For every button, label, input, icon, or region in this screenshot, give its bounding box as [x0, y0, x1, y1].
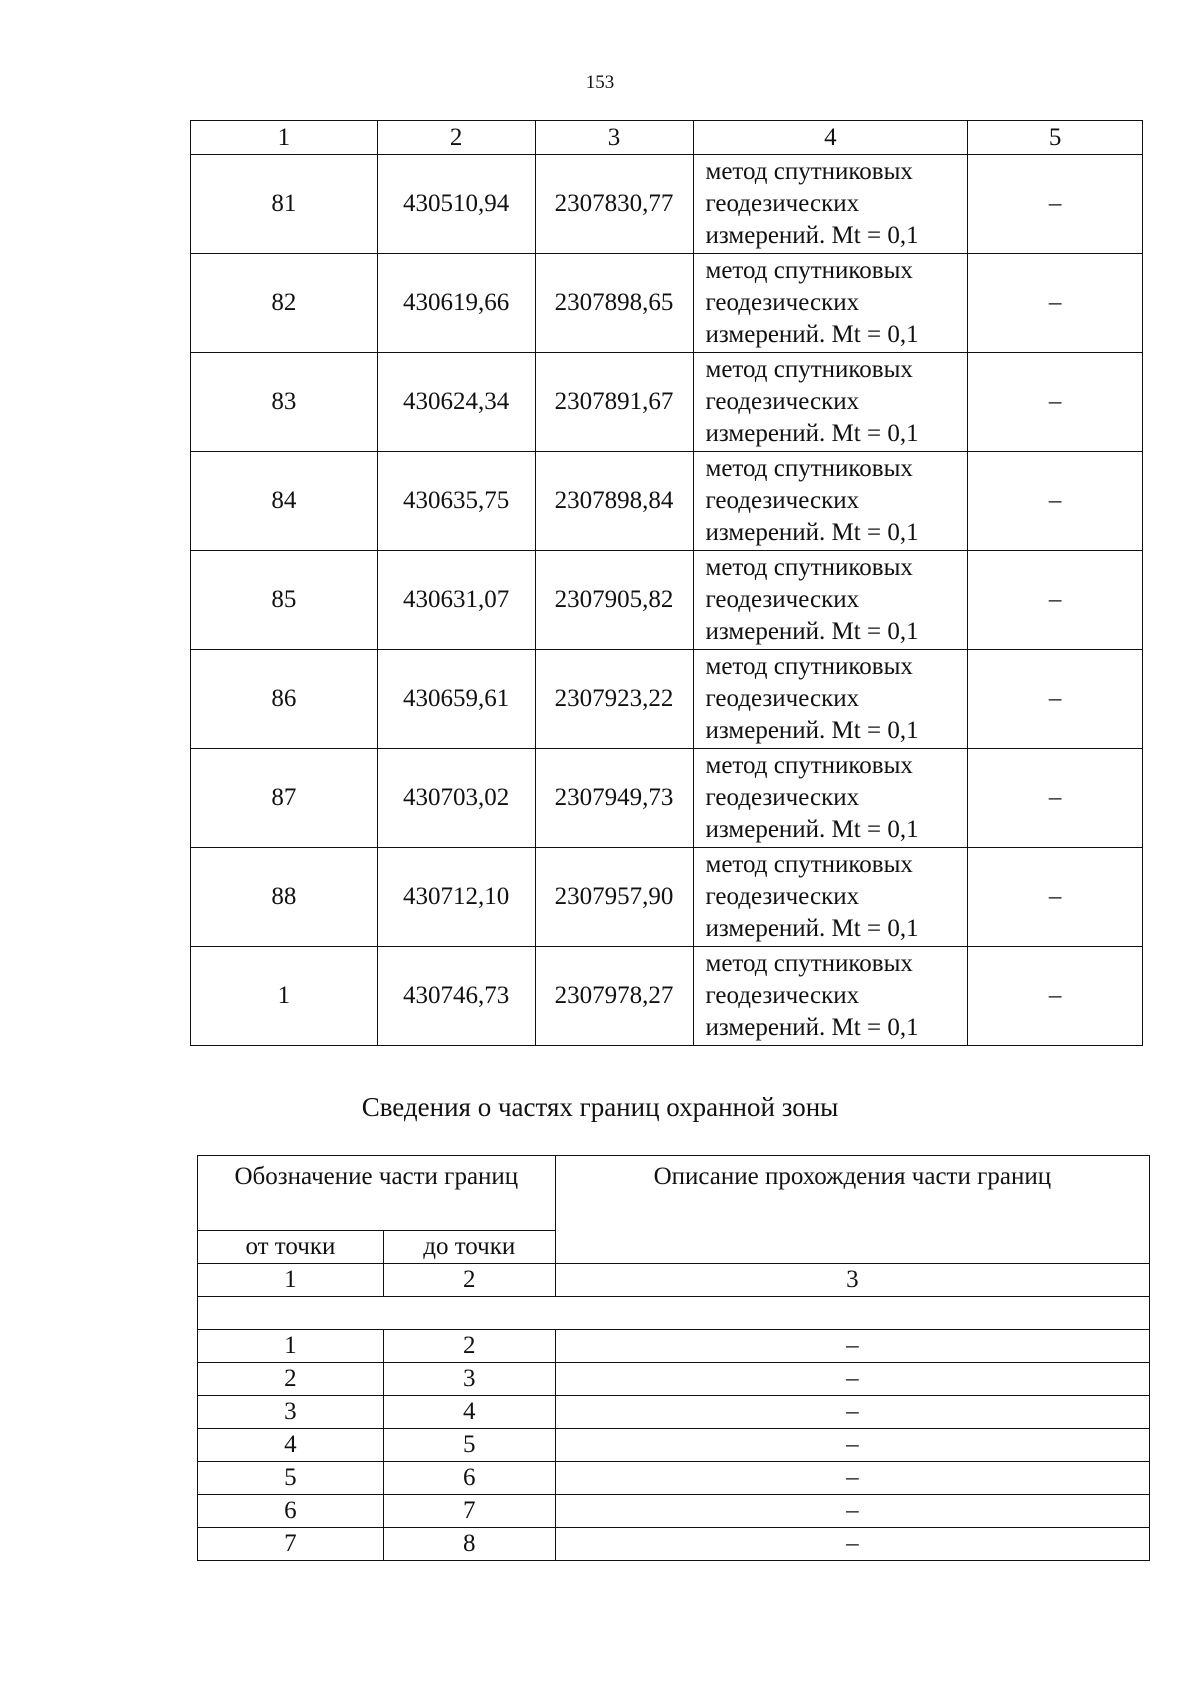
- note-cell: –: [968, 452, 1143, 551]
- determination-method: [693, 254, 968, 353]
- method-line: метод спутниковых: [705, 257, 913, 284]
- coordinate-x: 430746,73: [377, 947, 535, 1046]
- coordinate-y: 2307923,22: [535, 650, 693, 749]
- coordinate-y: 2307978,27: [535, 947, 693, 1046]
- method-line: метод спутниковых: [705, 455, 913, 482]
- method-line: метод спутниковых: [705, 752, 913, 779]
- point-number: 87: [191, 749, 378, 848]
- determination-method: [693, 947, 968, 1046]
- determination-method: [693, 650, 968, 749]
- to-point-header: до точки: [383, 1231, 555, 1264]
- method-line: геодезических: [705, 388, 860, 415]
- table-header-row: [191, 121, 1143, 155]
- note-cell: –: [968, 650, 1143, 749]
- table-row: [191, 749, 1143, 848]
- method-line: геодезических: [705, 487, 860, 514]
- table-row: [198, 1363, 1150, 1396]
- empty-row: [198, 1297, 1150, 1330]
- part-description: –: [555, 1528, 1149, 1561]
- from-point: 6: [198, 1495, 384, 1528]
- to-point: 2: [383, 1330, 555, 1363]
- method-line: метод спутниковых: [705, 356, 913, 383]
- table-row: [198, 1429, 1150, 1462]
- part-description: –: [555, 1330, 1149, 1363]
- note-cell: –: [968, 749, 1143, 848]
- point-number: 86: [191, 650, 378, 749]
- column-number: 2: [383, 1264, 555, 1297]
- coordinate-y: 2307898,65: [535, 254, 693, 353]
- note-cell: –: [968, 848, 1143, 947]
- note-cell: –: [968, 551, 1143, 650]
- from-point: 2: [198, 1363, 384, 1396]
- empty-cell: [198, 1297, 1150, 1330]
- coordinate-y: 2307905,82: [535, 551, 693, 650]
- coordinates-table: [190, 120, 1143, 1046]
- determination-method: [693, 353, 968, 452]
- table-row: [198, 1462, 1150, 1495]
- page-number: 153: [585, 72, 615, 93]
- coordinate-x: 430624,34: [377, 353, 535, 452]
- determination-method: [693, 848, 968, 947]
- point-number: 1: [191, 947, 378, 1046]
- from-point: 4: [198, 1429, 384, 1462]
- method-line: геодезических: [705, 784, 860, 811]
- designation-header: Обозначение части границ: [198, 1156, 556, 1231]
- coordinate-y: 2307898,84: [535, 452, 693, 551]
- method-line: метод спутниковых: [705, 158, 913, 185]
- method-line: измерений. Mt = 0,1: [705, 915, 919, 942]
- method-line: геодезических: [705, 883, 860, 910]
- from-point: 3: [198, 1396, 384, 1429]
- note-cell: –: [968, 947, 1143, 1046]
- coordinate-x: 430659,61: [377, 650, 535, 749]
- determination-method: [693, 749, 968, 848]
- table-row: [191, 353, 1143, 452]
- table-row: [198, 1330, 1150, 1363]
- method-line: геодезических: [705, 982, 860, 1009]
- method-line: геодезических: [705, 190, 860, 217]
- table-row: [191, 155, 1143, 254]
- description-header: Описание прохождения части границ: [555, 1156, 1149, 1264]
- method-line: метод спутниковых: [705, 653, 913, 680]
- method-line: измерений. Mt = 0,1: [705, 519, 919, 546]
- table-row: [198, 1396, 1150, 1429]
- table-row: [198, 1495, 1150, 1528]
- method-line: измерений. Mt = 0,1: [705, 816, 919, 843]
- to-point: 3: [383, 1363, 555, 1396]
- determination-method: [693, 155, 968, 254]
- to-point: 7: [383, 1495, 555, 1528]
- boundary-parts-table: [197, 1155, 1150, 1561]
- method-line: метод спутниковых: [705, 950, 913, 977]
- method-line: измерений. Mt = 0,1: [705, 222, 919, 249]
- column-number: 5: [968, 121, 1143, 155]
- to-point: 8: [383, 1528, 555, 1561]
- table-row: [198, 1528, 1150, 1561]
- method-line: геодезических: [705, 289, 860, 316]
- note-cell: –: [968, 254, 1143, 353]
- column-numbering-row: [198, 1264, 1150, 1297]
- from-point: 1: [198, 1330, 384, 1363]
- part-description: –: [555, 1495, 1149, 1528]
- table-row: [191, 947, 1143, 1046]
- point-number: 83: [191, 353, 378, 452]
- section-title: Сведения о частях границ охранной зоны: [361, 1092, 839, 1122]
- column-number: 1: [198, 1264, 384, 1297]
- method-line: измерений. Mt = 0,1: [705, 618, 919, 645]
- method-line: измерений. Mt = 0,1: [705, 321, 919, 348]
- note-cell: –: [968, 353, 1143, 452]
- coordinate-x: 430631,07: [377, 551, 535, 650]
- from-point: 7: [198, 1528, 384, 1561]
- table-row: [191, 650, 1143, 749]
- coordinate-x: 430510,94: [377, 155, 535, 254]
- to-point: 6: [383, 1462, 555, 1495]
- coordinate-y: 2307830,77: [535, 155, 693, 254]
- table-row: [191, 254, 1143, 353]
- determination-method: [693, 452, 968, 551]
- to-point: 5: [383, 1429, 555, 1462]
- coordinate-x: 430703,02: [377, 749, 535, 848]
- method-line: измерений. Mt = 0,1: [705, 1014, 919, 1041]
- method-line: метод спутниковых: [705, 554, 913, 581]
- coordinate-x: 430635,75: [377, 452, 535, 551]
- column-number: 1: [191, 121, 378, 155]
- method-line: метод спутниковых: [705, 851, 913, 878]
- part-description: –: [555, 1429, 1149, 1462]
- point-number: 81: [191, 155, 378, 254]
- point-number: 84: [191, 452, 378, 551]
- part-description: –: [555, 1462, 1149, 1495]
- column-number: 2: [377, 121, 535, 155]
- to-point: 4: [383, 1396, 555, 1429]
- table-row: [191, 452, 1143, 551]
- column-number: 3: [555, 1264, 1149, 1297]
- coordinate-x: 430619,66: [377, 254, 535, 353]
- point-number: 88: [191, 848, 378, 947]
- note-cell: –: [968, 155, 1143, 254]
- coordinate-x: 430712,10: [377, 848, 535, 947]
- method-line: геодезических: [705, 586, 860, 613]
- table-row: [191, 848, 1143, 947]
- point-number: 82: [191, 254, 378, 353]
- table-header-row: [198, 1156, 1150, 1231]
- part-description: –: [555, 1363, 1149, 1396]
- column-number: 3: [535, 121, 693, 155]
- from-point: 5: [198, 1462, 384, 1495]
- determination-method: [693, 551, 968, 650]
- method-line: измерений. Mt = 0,1: [705, 420, 919, 447]
- coordinate-y: 2307957,90: [535, 848, 693, 947]
- method-line: измерений. Mt = 0,1: [705, 717, 919, 744]
- point-number: 85: [191, 551, 378, 650]
- coordinate-y: 2307891,67: [535, 353, 693, 452]
- coordinate-y: 2307949,73: [535, 749, 693, 848]
- table-row: [191, 551, 1143, 650]
- column-number: 4: [693, 121, 968, 155]
- from-point-header: от точки: [198, 1231, 384, 1264]
- method-line: геодезических: [705, 685, 860, 712]
- part-description: –: [555, 1396, 1149, 1429]
